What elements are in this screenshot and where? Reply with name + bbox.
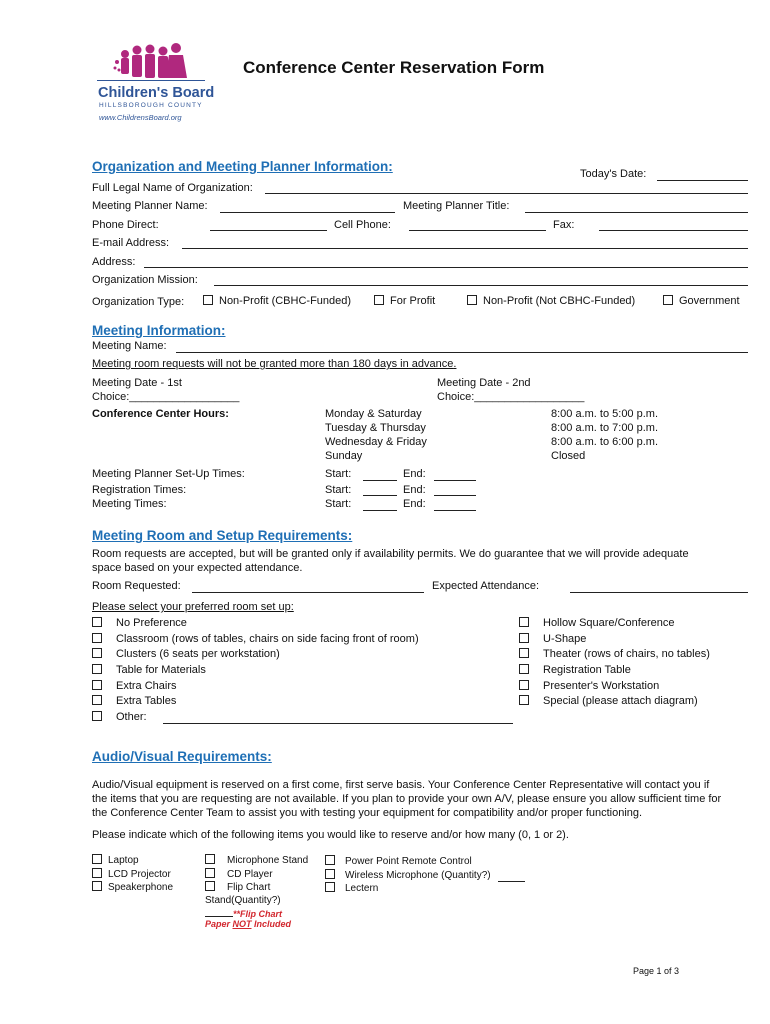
av-item-lectern[interactable]: Lectern bbox=[325, 883, 378, 894]
checkbox-icon bbox=[325, 882, 335, 892]
room-section-heading: Meeting Room and Setup Requirements: bbox=[92, 528, 353, 543]
checkbox-icon bbox=[92, 711, 102, 721]
checkbox-icon bbox=[519, 664, 529, 674]
phone-direct-field[interactable] bbox=[210, 230, 327, 231]
advance-notice: Meeting room requests will not be granted more than 180 days in advance. bbox=[92, 358, 457, 370]
flip-chart-quantity-field[interactable] bbox=[205, 908, 233, 917]
end-label: End: bbox=[403, 468, 426, 480]
setup-end-field[interactable] bbox=[434, 480, 476, 481]
planner-title-field[interactable] bbox=[525, 212, 748, 213]
setup-option-registration-table[interactable]: Registration Table bbox=[519, 664, 631, 676]
expected-attendance-field[interactable] bbox=[570, 592, 748, 593]
meeting-section-heading: Meeting Information: bbox=[92, 323, 226, 338]
planner-name-field[interactable] bbox=[220, 212, 395, 213]
checkbox-icon bbox=[519, 680, 529, 690]
room-text-line1: Room requests are accepted, but will be granted only if availability permits. We do guarantee that we will provide adequate bbox=[92, 548, 689, 560]
room-text-line2: space based on your expected attendance. bbox=[92, 562, 303, 574]
date1-field[interactable]: Choice:__________________ bbox=[92, 391, 240, 403]
todays-date-field[interactable] bbox=[657, 180, 748, 181]
checkbox-icon bbox=[205, 881, 215, 891]
logo-county: HILLSBOROUGH COUNTY bbox=[99, 102, 203, 109]
phone-direct-label: Phone Direct: bbox=[92, 219, 159, 231]
setup-times-label: Meeting Planner Set-Up Times: bbox=[92, 468, 245, 480]
hours-day-2: Tuesday & Thursday bbox=[325, 422, 426, 434]
checkbox-icon bbox=[519, 617, 529, 627]
cell-phone-field[interactable] bbox=[409, 230, 546, 231]
checkbox-icon bbox=[205, 854, 215, 864]
setup-option-other[interactable]: Other: bbox=[92, 711, 147, 723]
date2-field[interactable]: Choice:__________________ bbox=[437, 391, 585, 403]
logo-name: Children's Board bbox=[98, 85, 215, 101]
org-type-nonprofit-not-cbhc[interactable]: Non-Profit (Not CBHC-Funded) bbox=[467, 295, 635, 307]
hours-day-3: Wednesday & Friday bbox=[325, 436, 427, 448]
email-label: E-mail Address: bbox=[92, 237, 170, 249]
meeting-start-field[interactable] bbox=[363, 510, 397, 511]
planner-name-label: Meeting Planner Name: bbox=[92, 200, 208, 212]
hours-time-3: 8:00 a.m. to 6:00 p.m. bbox=[551, 436, 659, 448]
address-label: Address: bbox=[92, 256, 136, 268]
setup-option-special[interactable]: Special (please attach diagram) bbox=[519, 695, 698, 707]
av-item-flip-chart[interactable]: Flip Chart bbox=[205, 882, 270, 893]
checkbox-icon bbox=[92, 617, 102, 627]
checkbox-icon bbox=[467, 295, 477, 305]
setup-option-extra-tables[interactable]: Extra Tables bbox=[92, 695, 176, 707]
start-label: Start: bbox=[325, 484, 352, 496]
address-field[interactable] bbox=[144, 267, 748, 268]
hours-time-2: 8:00 a.m. to 7:00 p.m. bbox=[551, 422, 659, 434]
org-type-label: Organization Type: bbox=[92, 296, 185, 308]
checkbox-icon bbox=[92, 854, 102, 864]
select-setup-label: Please select your preferred room set up: bbox=[92, 601, 294, 613]
cell-phone-label: Cell Phone: bbox=[334, 219, 391, 231]
room-requested-field[interactable] bbox=[192, 592, 424, 593]
hours-day-1: Monday & Saturday bbox=[325, 408, 422, 420]
checkbox-icon bbox=[203, 295, 213, 305]
setup-start-field[interactable] bbox=[363, 480, 397, 481]
date2-label-line1: Meeting Date - 2nd bbox=[437, 377, 531, 389]
setup-option-extra-chairs[interactable]: Extra Chairs bbox=[92, 680, 177, 692]
setup-option-table-materials[interactable]: Table for Materials bbox=[92, 664, 206, 676]
room-requested-label: Room Requested: bbox=[92, 580, 181, 592]
start-label: Start: bbox=[325, 468, 352, 480]
setup-option-classroom[interactable]: Classroom (rows of tables, chairs on side facing front of room) bbox=[92, 633, 419, 645]
av-item-lcd-projector[interactable]: LCD Projector bbox=[92, 869, 171, 880]
org-type-nonprofit-cbhc[interactable]: Non-Profit (CBHC-Funded) bbox=[203, 295, 351, 307]
page-title: Conference Center Reservation Form bbox=[243, 58, 545, 77]
checkbox-icon bbox=[519, 648, 529, 658]
todays-date-label: Today's Date: bbox=[580, 168, 647, 180]
children-figures-logo-icon bbox=[113, 40, 193, 84]
checkbox-icon bbox=[92, 633, 102, 643]
av-text-line1: Audio/Visual equipment is reserved on a first come, first serve basis. Your Conference Center Representative will contact you if bbox=[92, 779, 710, 791]
flip-chart-stand-label: Stand(Quantity?) bbox=[205, 895, 281, 906]
av-item-laptop[interactable]: Laptop bbox=[92, 855, 139, 866]
av-item-wireless-microphone[interactable]: Wireless Microphone (Quantity?) bbox=[325, 870, 491, 881]
setup-option-no-preference[interactable]: No Preference bbox=[92, 617, 187, 629]
setup-option-u-shape[interactable]: U-Shape bbox=[519, 633, 586, 645]
mission-field[interactable] bbox=[214, 285, 748, 286]
av-indicate-text: Please indicate which of the following items you would like to reserve and/or how many (0, 1 or 2). bbox=[92, 829, 569, 841]
checkbox-icon bbox=[663, 295, 673, 305]
fax-label: Fax: bbox=[553, 219, 575, 231]
checkbox-icon bbox=[205, 868, 215, 878]
fax-field[interactable] bbox=[599, 230, 748, 231]
checkbox-icon bbox=[92, 680, 102, 690]
meeting-name-label: Meeting Name: bbox=[92, 340, 167, 352]
meeting-end-field[interactable] bbox=[434, 510, 476, 511]
date1-label-line1: Meeting Date - 1st bbox=[92, 377, 182, 389]
checkbox-icon bbox=[519, 695, 529, 705]
checkbox-icon bbox=[519, 633, 529, 643]
checkbox-icon bbox=[374, 295, 384, 305]
checkbox-icon bbox=[92, 648, 102, 658]
email-field[interactable] bbox=[182, 248, 748, 249]
end-label: End: bbox=[403, 484, 426, 496]
logo bbox=[95, 40, 215, 130]
checkbox-icon bbox=[325, 855, 335, 865]
setup-option-presenter-workstation[interactable]: Presenter's Workstation bbox=[519, 680, 659, 692]
flip-chart-note-line1: **Flip Chart bbox=[205, 908, 282, 920]
hours-label: Conference Center Hours: bbox=[92, 408, 229, 420]
av-text-line3: the Conference Center Team to assist you with testing your equipment for compatibility and/or proper functioning. bbox=[92, 807, 643, 819]
org-type-government[interactable]: Government bbox=[663, 295, 740, 307]
checkbox-icon bbox=[92, 695, 102, 705]
registration-end-field[interactable] bbox=[434, 495, 476, 496]
org-section-heading: Organization and Meeting Planner Information: bbox=[92, 159, 393, 174]
expected-attendance-label: Expected Attendance: bbox=[432, 580, 540, 592]
flip-chart-note-line2: Paper NOT Included bbox=[205, 919, 292, 929]
setup-option-clusters[interactable]: Clusters (6 seats per workstation) bbox=[92, 648, 280, 660]
av-item-power-point-remote[interactable]: Power Point Remote Control bbox=[325, 856, 472, 867]
planner-title-label: Meeting Planner Title: bbox=[403, 200, 510, 212]
meeting-name-field[interactable] bbox=[176, 352, 748, 353]
setup-option-theater[interactable]: Theater (rows of chairs, no tables) bbox=[519, 648, 710, 660]
legal-name-field[interactable] bbox=[265, 193, 748, 194]
start-label: Start: bbox=[325, 498, 352, 510]
checkbox-icon bbox=[92, 881, 102, 891]
other-setup-field[interactable] bbox=[163, 723, 513, 724]
checkbox-icon bbox=[92, 868, 102, 878]
hours-time-4: Closed bbox=[551, 450, 586, 462]
av-section-heading: Audio/Visual Requirements: bbox=[92, 749, 272, 764]
checkbox-icon bbox=[92, 664, 102, 674]
page-number: Page 1 of 3 bbox=[633, 966, 680, 976]
org-type-for-profit[interactable]: For Profit bbox=[374, 295, 435, 307]
end-label: End: bbox=[403, 498, 426, 510]
checkbox-icon bbox=[325, 869, 335, 879]
av-item-speakerphone[interactable]: Speakerphone bbox=[92, 882, 173, 893]
wireless-mic-quantity-field[interactable] bbox=[498, 881, 525, 882]
setup-option-hollow-square[interactable]: Hollow Square/Conference bbox=[519, 617, 674, 629]
logo-url: www.ChildrensBoard.org bbox=[99, 113, 182, 122]
registration-start-field[interactable] bbox=[363, 495, 397, 496]
av-item-cd-player[interactable]: CD Player bbox=[205, 869, 273, 880]
hours-day-4: Sunday bbox=[325, 450, 363, 462]
av-text-line2: the items that you are requesting are not available. If you plan to provide your own A/V, please ensure you allow sufficient time for bbox=[92, 793, 722, 805]
registration-times-label: Registration Times: bbox=[92, 484, 187, 496]
av-item-microphone-stand[interactable]: Microphone Stand bbox=[205, 855, 308, 866]
legal-name-label: Full Legal Name of Organization: bbox=[92, 182, 253, 194]
mission-label: Organization Mission: bbox=[92, 274, 198, 286]
hours-time-1: 8:00 a.m. to 5:00 p.m. bbox=[551, 408, 659, 420]
meeting-times-label: Meeting Times: bbox=[92, 498, 167, 510]
